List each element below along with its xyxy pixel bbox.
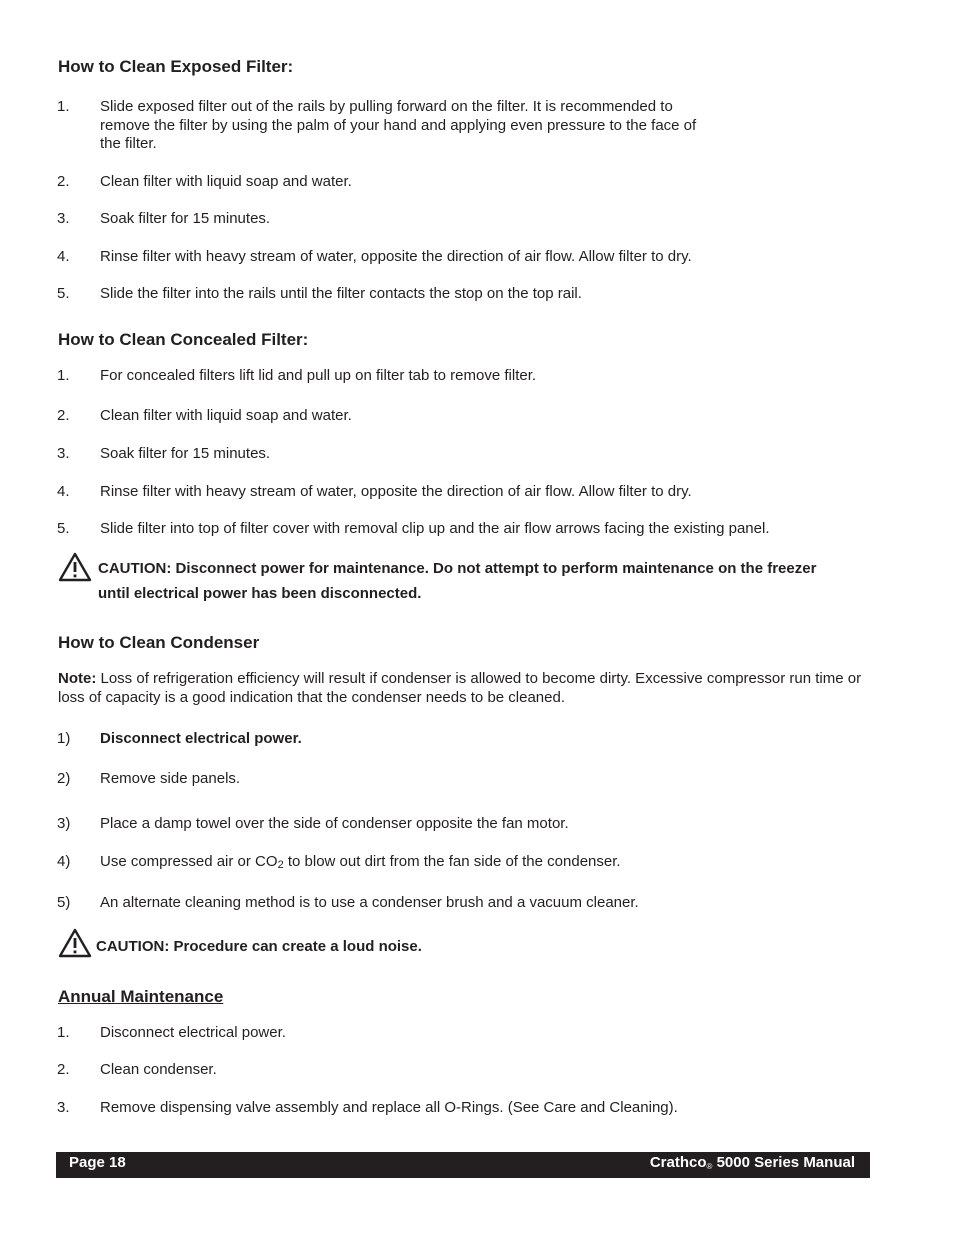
section-title-concealed-filter: How to Clean Concealed Filter: — [58, 330, 309, 349]
section-title-exposed-filter: How to Clean Exposed Filter: — [58, 57, 294, 76]
step-text: An alternate cleaning method is to use a condenser brush and a vacuum cleaner. — [100, 894, 639, 911]
caution-text: CAUTION: Disconnect power for maintenance. Do not attempt to perform maintenance on the freezer — [98, 560, 817, 577]
step-text-part: Use compressed air or CO — [100, 853, 278, 870]
step-number: 1. — [57, 1024, 70, 1041]
step-number: 3. — [57, 445, 70, 462]
subscript: 2 — [277, 859, 284, 871]
step-text: Slide exposed filter out of the rails by pulling forward on the filter. It is recommended to remove the filter by using the palm of your hand and applying even pressure to the face of the filter. — [100, 98, 697, 152]
step-number: 1. — [57, 367, 70, 384]
step-number: 1) — [57, 730, 71, 747]
step-text: Clean filter with liquid soap and water. — [100, 173, 352, 190]
step-text-part: to blow out dirt from the fan side of the condenser. — [283, 853, 621, 870]
page-footer — [56, 1152, 870, 1178]
step-text: Rinse filter with heavy stream of water, opposite the direction of air flow. Allow filter to dry. — [100, 248, 692, 265]
caution-text: CAUTION: Procedure can create a loud noise. — [96, 938, 422, 955]
warning-triangle-icon — [58, 928, 92, 958]
section-title-annual-maintenance: Annual Maintenance — [58, 987, 224, 1006]
step-text: Slide filter into top of filter cover with removal clip up and the air flow arrows facing the existing panel. — [100, 520, 770, 537]
step-number: 2. — [57, 173, 70, 190]
step-text: Remove side panels. — [100, 770, 241, 787]
step-text: Clean condenser. — [100, 1061, 217, 1078]
warning-triangle-icon — [58, 552, 92, 582]
step-text: Clean filter with liquid soap and water. — [100, 407, 352, 424]
step-number: 5. — [57, 520, 70, 537]
step-number: 2. — [57, 407, 70, 424]
step-text: Remove dispensing valve assembly and replace all O-Rings. (See Care and Cleaning). — [100, 1099, 678, 1116]
section-title-condenser: How to Clean Condenser — [58, 633, 260, 652]
step-number: 3. — [57, 1099, 70, 1116]
step-text: For concealed filters lift lid and pull up on filter tab to remove filter. — [100, 367, 537, 384]
step-number: 4) — [57, 853, 71, 870]
brand-name: Crathco — [649, 1154, 707, 1171]
step-number: 3) — [57, 815, 71, 832]
step-number: 4. — [57, 248, 70, 265]
caution-text: until electrical power has been disconnected. — [98, 585, 422, 602]
step-number: 5) — [57, 894, 71, 911]
step-text: Rinse filter with heavy stream of water, opposite the direction of air flow. Allow filter to dry. — [100, 483, 692, 500]
step-number: 2) — [57, 770, 71, 787]
note-label: Note: — [58, 670, 97, 687]
registered-mark: ® — [706, 1162, 713, 1171]
step-text: Place a damp towel over the side of condenser opposite the fan motor. — [100, 815, 569, 832]
manual-name: 5000 Series Manual — [712, 1154, 855, 1171]
manual-title — [650, 1154, 855, 1171]
step-text: Disconnect electrical power. — [100, 1024, 286, 1041]
page-number: Page 18 — [69, 1154, 126, 1171]
note-text: Loss of refrigeration efficiency will result if condenser is allowed to become dirty. Excessive compressor run time or loss of capacity is a good indication that the condenser needs to be cleaned. — [58, 670, 862, 706]
note-paragraph — [58, 669, 868, 707]
step-text: Slide the filter into the rails until the filter contacts the stop on the top rail. — [100, 285, 582, 302]
step-text: Disconnect electrical power. — [100, 730, 302, 747]
step-number: 5. — [57, 285, 70, 302]
step-text: Soak filter for 15 minutes. — [100, 445, 271, 462]
step-text — [100, 853, 621, 875]
step-text: Soak filter for 15 minutes. — [100, 210, 271, 227]
step-number: 1. — [57, 98, 70, 115]
step-number: 2. — [57, 1061, 70, 1078]
step-number: 3. — [57, 210, 70, 227]
step-number: 4. — [57, 483, 70, 500]
